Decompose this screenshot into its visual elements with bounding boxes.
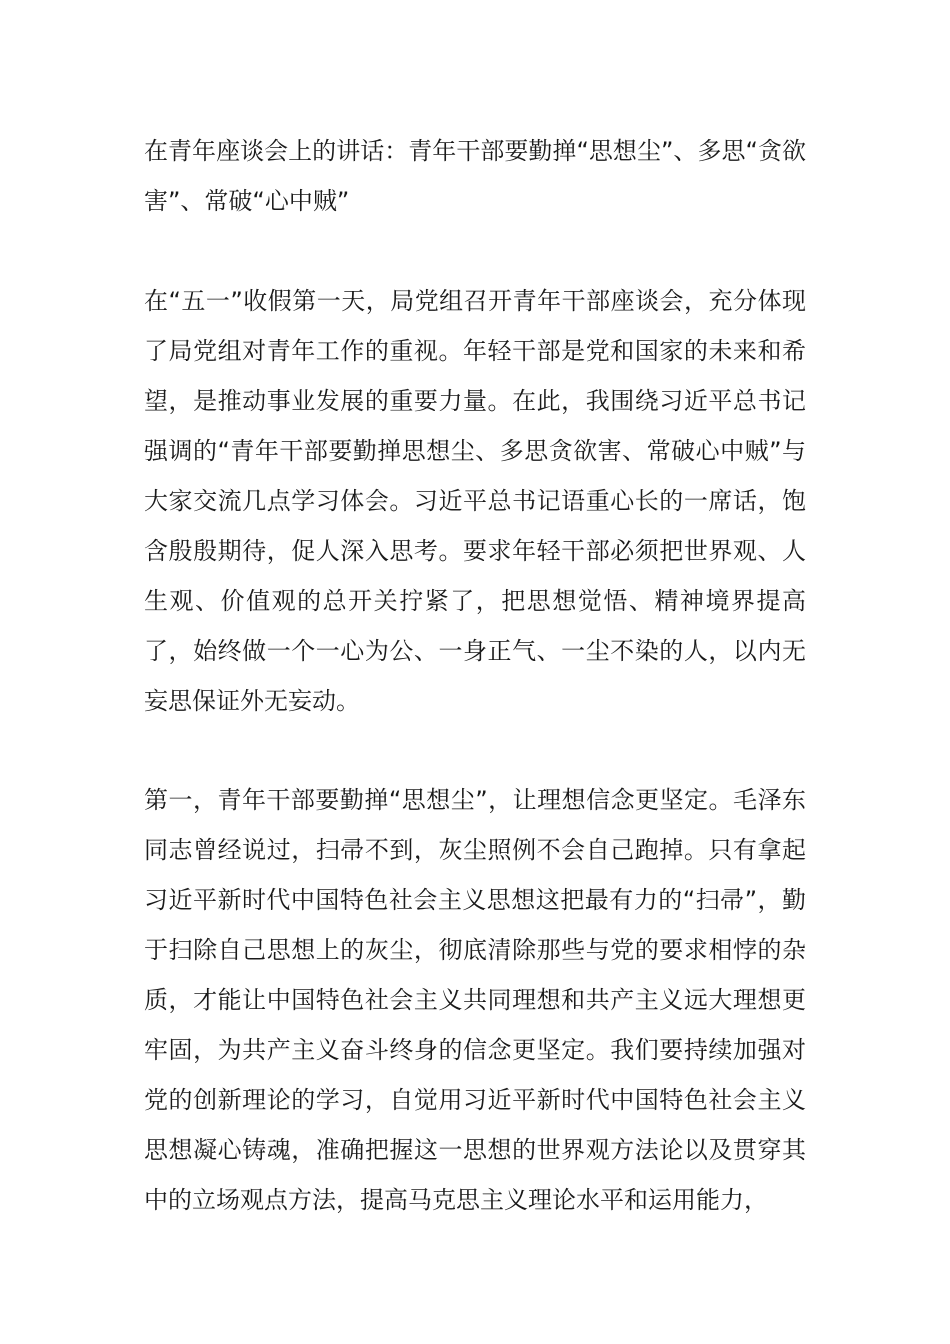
document-title: 在青年座谈会上的讲话：青年干部要勤掸“思想尘”、多思“贪欲害”、常破“心中贼” (144, 137, 806, 215)
paragraph-intro: 在“五一”收假第一天，局党组召开青年干部座谈会，充分体现了局党组对青年工作的重视。年轻干部是党和国家的未来和希望，是推动事业发展的重要力量。在此，我围绕习近平总书记强调的“青年干部要勤掸思想尘、多思贪欲害、常破心中贼”与大家交流几点学习体会。习近平总书记语重心长的一席话，饱含殷殷期待，促人深入思考。要求年轻干部必须把世界观、人生观、价值观的总开关拧紧了，把思想觉悟、精神境界提高了，始终做一个一心为公、一身正气、一尘不染的人，以内无妄思保证外无妄动。 (144, 287, 806, 715)
paragraph-first-point: 第一，青年干部要勤掸“思想尘”，让理想信念更坚定。毛泽东同志曾经说过，扫帚不到，灰尘照例不会自己跑掉。只有拿起习近平新时代中国特色社会主义思想这把最有力的“扫帚”，勤于扫除自己思想上的灰尘，彻底清除那些与党的要求相悖的杂质，才能让中国特色社会主义共同理想和共产主义远大理想更牢固，为共产主义奋斗终身的信念更坚定。我们要持续加强对党的创新理论的学习，自觉用习近平新时代中国特色社会主义思想凝心铸魂，准确把握这一思想的世界观方法论以及贯穿其中的立场观点方法，提高马克思主义理论水平和运用能力， (144, 786, 806, 1214)
